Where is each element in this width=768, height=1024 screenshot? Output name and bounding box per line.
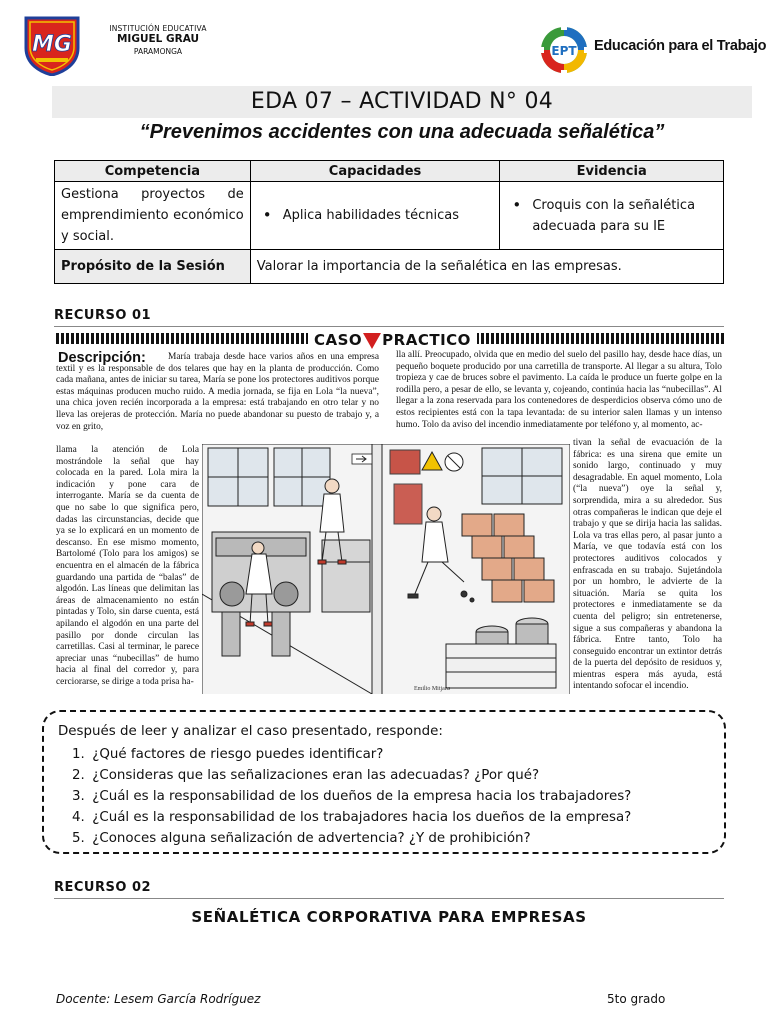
question-number: 1. <box>72 747 85 762</box>
recurso-01-label: RECURSO 01 <box>54 308 152 323</box>
question-number: 3. <box>72 789 85 804</box>
ept-gear-logo <box>536 24 592 76</box>
caso-practico <box>56 330 726 694</box>
list-item <box>72 807 712 828</box>
table-row <box>55 182 724 250</box>
questions-list <box>72 744 712 849</box>
questions-intro: Después de leer y analizar el caso presentado, responde: <box>58 724 443 739</box>
capacidad-cell <box>250 182 500 250</box>
institution-city: PARAMONGA <box>133 46 183 56</box>
evidencia-cell <box>500 182 724 250</box>
header-capacidades: Capacidades <box>250 161 500 182</box>
evidencia-item: • Croquis con la señalética adecuada para su IE <box>506 195 717 237</box>
ept-title: Educación para el Trabajo <box>594 38 767 54</box>
competencia-cell: Gestiona proyectos de emprendimiento económico y social. <box>55 182 251 250</box>
list-item <box>72 744 712 765</box>
recurso-02-title: SEÑALÉTICA CORPORATIVA PARA EMPRESAS <box>191 908 587 926</box>
question-text: ¿Consideras que las señalizaciones eran las adecuadas? ¿Por qué? <box>92 768 540 783</box>
table-row <box>55 250 724 284</box>
mg-logo-letters: MG <box>32 32 72 57</box>
question-text: ¿Conoces alguna señalización de advertencia? ¿Y de prohibición? <box>92 831 531 846</box>
list-item <box>72 765 712 786</box>
question-text: ¿Cuál es la responsabilidad de los trabajadores hacia los dueños de la empresa? <box>92 810 632 825</box>
footer-docente: Docente: Lesem García Rodríguez <box>56 992 261 1006</box>
session-info-table <box>54 160 724 284</box>
list-item <box>72 786 712 807</box>
institution-type: INSTITUCIÓN EDUCATIVA <box>109 24 207 33</box>
proposito-label: Propósito de la Sesión <box>55 250 251 284</box>
question-text: ¿Qué factores de riesgo puedes identificar? <box>92 747 384 762</box>
question-number: 5. <box>72 831 85 846</box>
question-number: 2. <box>72 768 85 783</box>
table-header-row <box>55 161 724 182</box>
footer-grado: 5to grado <box>607 992 666 1006</box>
caso-title-b: PRACTICO <box>382 331 471 349</box>
factory-illustration <box>202 444 570 694</box>
institution-block <box>84 24 232 56</box>
mg-school-logo <box>22 14 82 76</box>
header-evidencia: Evidencia <box>500 161 724 182</box>
warning-triangle-icon <box>363 333 381 349</box>
recurso-02-divider <box>54 898 724 899</box>
institution-name: MIGUEL GRAU <box>116 33 200 46</box>
caso-title-a: CASO <box>314 331 363 349</box>
caso-text-right-column: tivan la señal de evacuación de la fábrica: es una sirena que emite un sonido largo, continuado y muy desagradable. En aquel momento, Lola (“la nueva”) oye la señal y, sorprendida, mira a su alrededor. Sus otras compañeras le indican que deje el trabajo y que se dirija hacia las salidas. Lola va tras ellas pero, al pasar junto a María, ve que todavía está con los protectores auditivos colocados y enfrascada en su trabajo. Sujetándola por un hombro, le advierte de la situación. María se quita los protectores e inmediatamente se da cuenta del peligro; sin entretenerse, sigue a sus compañeras y abandona la fábrica. Entre tanto, Tolo ha conseguido encontrar un extintor detrás de la puerta del depósito de residuos y, mientras espera más ayuda, está intentando sofocar el incendio. <box>573 438 722 692</box>
capacidad-item: • Aplica habilidades técnicas <box>257 205 494 226</box>
list-item <box>72 828 712 849</box>
ept-badge-text: EPT <box>551 44 577 58</box>
question-number: 4. <box>72 810 85 825</box>
question-text: ¿Cuál es la responsabilidad de los dueños de la empresa hacia los trabajadores? <box>92 789 632 804</box>
page-subtitle: “Prevenimos accidentes con una adecuada señalética” <box>139 121 665 143</box>
caso-text-top-right: lla allí. Preocupado, olvida que en medio del suelo del pasillo hay, desde hace días, un pequeño boquete producido por una carretilla de transporte. Al llegar a su altura, Tolo tropieza y cae de bruces sobre el pavimento. La caída le produce un fuerte golpe en la rodilla pero, a pesar de ello, se levanta y, cojeando, continúa hacia las “nubecillas”. Al llegar a la zona reservada para los contenedores de desperdicios observa cómo uno de estos recipientes está con la tapa levantada: de su interior salen llamas y un intenso humo. Tolo da aviso del incendio inmediatamente por teléfono y, al momento, ac- <box>396 350 722 430</box>
proposito-text: Valorar la importancia de la señalética en las empresas. <box>250 250 723 284</box>
illustration-signature: Emilio Mitjans <box>414 686 451 692</box>
descripcion-heading: Descripción: <box>58 350 146 366</box>
recurso-02-label: RECURSO 02 <box>54 880 152 895</box>
page-title: EDA 07 – ACTIVIDAD N° 04 <box>250 89 554 114</box>
header-competencia: Competencia <box>55 161 251 182</box>
recurso-01-divider <box>54 326 724 327</box>
caso-text-left-column: llama la atención de Lola mostrándole la señal que hay colocada en la pared. Lola mira la indicación y pone cara de interrogante. María se da cuenta de que no sabe lo que significa pero, dadas las circunstancias, decide que ya se lo explicará en un momento de descanso. En ese mismo momento, Bartolomé (Tolo para los amigos) se encuentra en el almacén de la fábrica guardando una partida de “balas” de algodón. Las líneas que delimitan las áreas de almacenamiento no están pintadas y Tolo, sin darse cuenta, está apilando el algodón en una parte del pasillo por donde circulan las carretillas. Casi al terminar, le parece apreciar unas “nubecillas” de humo hacia al final del corredor y, para cerciorarse, se dirige a toda prisa ha- <box>56 445 199 687</box>
caso-title <box>308 330 477 350</box>
caso-text-top-left: María trabaja desde hace varios años en una empresa textil y es la responsable de dos telares que hay en la planta de producción. Como cada mañana, antes de iniciar su tarea, María se pone los protectores auditivos porque estas máquinas producen mucho ruido. A media jornada, se fija en Lola “la nueva”, una chica joven recién incorporada a la empresa: está trabajando en otro telar y no lleva las orejeras de protección. María no puede abandonar su puesto de trabajo y, a voz en grito, <box>56 352 379 432</box>
